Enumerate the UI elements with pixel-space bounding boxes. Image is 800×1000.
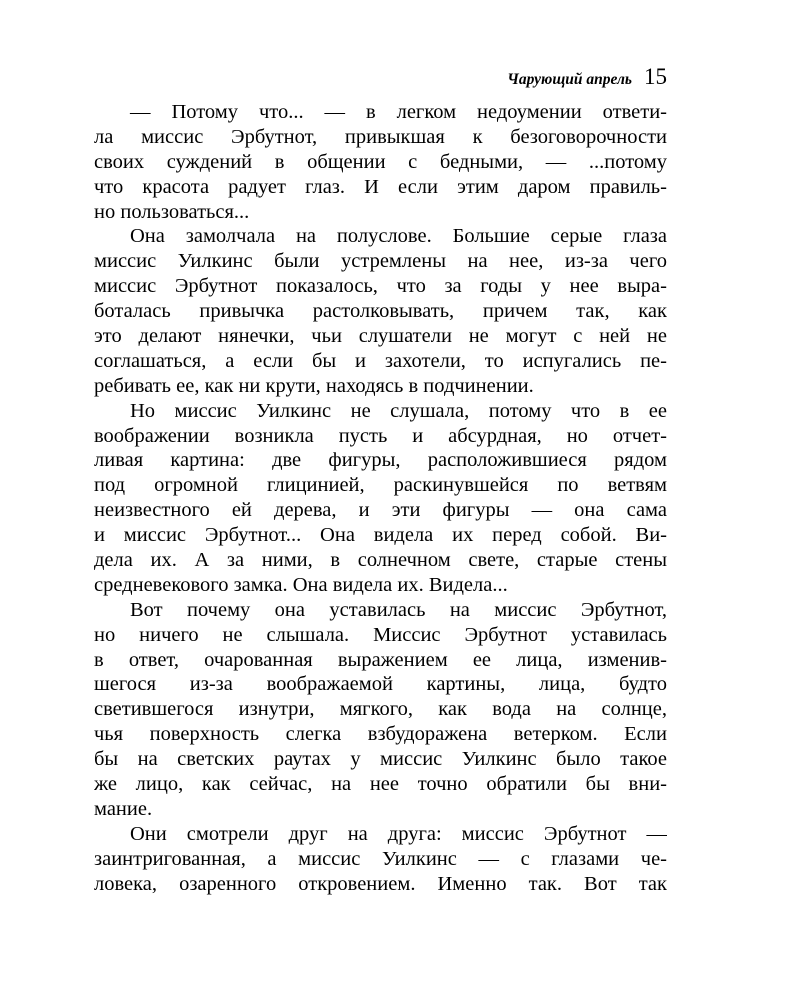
text-line: чья поверхность слегка взбудоражена ветерком. Если bbox=[94, 723, 667, 746]
text-line: неизвестного ей дерева, и эти фигуры — она сама bbox=[94, 499, 667, 522]
text-line: же лицо, как сейчас, на нее точно обратили бы вни- bbox=[94, 773, 667, 796]
text-line: но ничего не слышала. Миссис Эрбутнот уставилась bbox=[94, 623, 667, 646]
text-line: мание. bbox=[94, 797, 153, 820]
running-title: Чарующий апрель bbox=[507, 71, 632, 88]
page-number: 15 bbox=[644, 64, 667, 89]
text-line: воображении возникла пусть и абсурдная, но отчет- bbox=[94, 424, 667, 447]
text-line: шегося из-за воображаемой картины, лица, будто bbox=[94, 673, 667, 696]
text-line: бы на светских раутах у миссис Уилкинс было такое bbox=[94, 748, 667, 771]
text-line: что красота радует глаз. И если этим даром правиль- bbox=[94, 175, 667, 198]
text-line: своих суждений в общении с бедными, — ...потому bbox=[94, 150, 667, 173]
text-line: в ответ, очарованная выражением ее лица, изменив- bbox=[94, 648, 667, 671]
text-line: миссис Уилкинс были устремлены на нее, из-за чего bbox=[94, 250, 667, 273]
text-line: под огромной глицинией, раскинувшейся по ветвям bbox=[94, 474, 667, 497]
text-line: ловека, озаренного откровением. Именно так. Вот так bbox=[94, 872, 667, 895]
text-line: Они смотрели друг на друга: миссис Эрбутнот — bbox=[130, 822, 667, 845]
text-line: ливая картина: две фигуры, расположившиеся рядом bbox=[94, 449, 667, 472]
text-line: соглашаться, а если бы и захотели, то испугались пе- bbox=[94, 349, 667, 372]
text-line: это делают нянечки, чьи слушатели не могут с ней не bbox=[94, 325, 667, 348]
text-line: ла миссис Эрбутнот, привыкшая к безоговорочности bbox=[94, 125, 667, 148]
text-line: Но миссис Уилкинс не слушала, потому что в ее bbox=[130, 399, 667, 422]
text-line: дела их. А за ними, в солнечном свете, старые стены bbox=[94, 549, 667, 572]
text-line: боталась привычка растолковывать, причем так, как bbox=[94, 300, 667, 323]
text-line: — Потому что... — в легком недоумении ответи- bbox=[130, 101, 667, 123]
text-line: заинтригованная, а миссис Уилкинс — с глазами че- bbox=[94, 847, 667, 870]
text-line: Она замолчала на полуслове. Большие серые глаза bbox=[130, 225, 667, 248]
body-text bbox=[94, 100, 667, 897]
text-line: миссис Эрбутнот показалось, что за годы у нее выра- bbox=[94, 275, 667, 298]
text-line: но пользоваться... bbox=[94, 200, 250, 223]
running-head bbox=[507, 64, 667, 90]
text-line: светившегося изнутри, мягкого, как вода на солнце, bbox=[94, 698, 667, 721]
text-line: и миссис Эрбутнот... Она видела их перед собой. Ви- bbox=[94, 524, 667, 547]
text-line: ребивать ее, как ни крути, находясь в подчинении. bbox=[94, 374, 534, 397]
text-line: Вот почему она уставилась на миссис Эрбутнот, bbox=[130, 598, 667, 621]
text-line: средневекового замка. Она видела их. Видела... bbox=[94, 573, 508, 596]
